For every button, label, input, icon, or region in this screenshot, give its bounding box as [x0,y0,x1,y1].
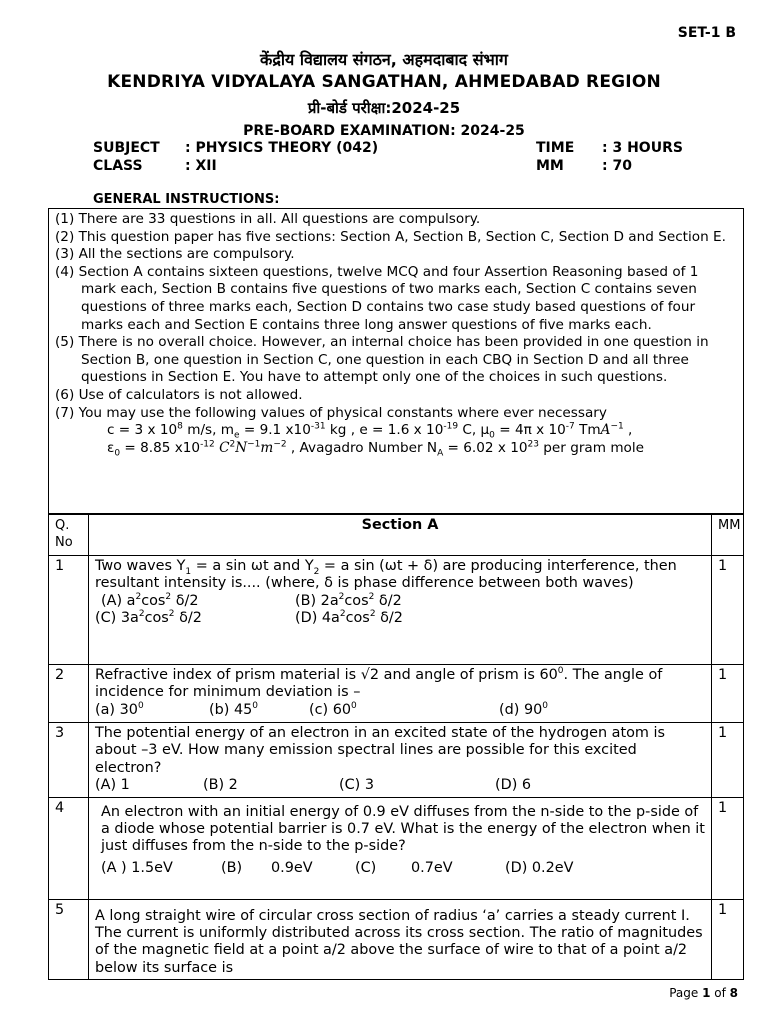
instruction-item: (4) Section A contains sixteen questions, twelve MCQ and four Assertion Reasoning based of 1 mark each, Section B contains five questions of two marks each, Section C contains seven questions of three marks each, Section D contains two case study based questions of four marks each and Section E contains three long answer questions of five marks each. [55,263,699,333]
instructions-list [55,211,737,457]
mm-value: : 70 [602,158,632,174]
question-marks: 1 [712,556,744,665]
option-a: (A) $a^2\cos^2$ δ/2 [101,592,199,609]
table-header-row [49,515,744,556]
exam-name: PRE-BOARD EXAMINATION: 2024-25 [243,123,525,139]
instruction-item: (1) There are 33 questions in all. All questions are compulsory. [55,211,481,227]
page-number: Page 1 of 8 [669,986,738,1000]
class-label: CLASS [93,158,143,174]
time-value: : 3 HOURS [602,140,683,156]
instructions-box [48,208,744,514]
table-row [49,899,744,980]
instruction-item: (2) This question paper has five sections: Section A, Section B, Section C, Section D and Section E. [55,228,726,245]
instruction-item: (3) All the sections are compulsory. [55,246,295,263]
set-label: SET-1 B [677,25,736,41]
option-b-value: 0.9eV [271,859,313,876]
table-row [49,797,744,899]
question-number: 5 [49,899,89,980]
mm-label: MM [536,158,564,174]
col-mm-header: MM [712,515,744,556]
question-text: An electron with an initial energy of 0.9 eV diffuses from the n-side to the p-side of a diode whose potential barrier is 0.7 eV. What is the energy of the electron when it just diffuses from the n-side to the p-side? (A ) 1.5eV (B) 0.9eV (C) 0.7eV (D) 0.2eV [89,797,712,899]
exam-name-hindi: प्री-बोर्ड परीक्षा:2024-25 [307,99,461,117]
org-name: KENDRIYA VIDYALAYA SANGATHAN, AHMEDABAD REGION [107,72,661,92]
instruction-item: (5) There is no overall choice. However, an internal choice has been provided in one question in Section B, one question in Section C, one question in each CBQ in Section D and all three questions in Section E. You have to attempt only one of the choices in such questions. [55,334,709,386]
time-label: TIME [536,140,575,156]
questions-table [48,514,744,980]
option-d: (d) $90^0$ [499,701,548,718]
constants-line-2: $\varepsilon_0 = 8.85$ $x10^{-12}$ $C^2N^{-1}m^{-2}$ , Avagadro Number $N_A = 6.02$ x $10^{23}$ per gram mole [107,439,645,459]
col-qno-header: Q. No [49,515,89,556]
option-d: (D) $4a^2\cos^2$ δ/2 [295,609,403,627]
question-marks: 1 [712,899,744,980]
question-text: A long straight wire of circular cross section of radius ‘a’ carries a steady current I. The current is uniformly distributed across its cross section. The ratio of magnitudes of the magnetic field at a point a/2 above the surface of wire to that of a point a/2 below its surface is [89,899,712,980]
subject-label: SUBJECT [93,140,160,156]
option-a: (a) $30^0$ [95,701,144,718]
instructions-heading: GENERAL INSTRUCTIONS: [93,192,280,207]
option-a: (A) 1 [95,777,130,794]
table-row [49,556,744,665]
instruction-item: (6) Use of calculators is not allowed. [55,386,303,403]
question-number: 1 [49,556,89,665]
option-b: (B) [221,859,243,876]
option-c: (C) 3 [339,777,375,794]
option-d: (D) 0.2eV [505,859,574,876]
section-heading: Section A [89,515,712,556]
option-a: (A ) 1.5eV [101,859,173,876]
option-c-value: 0.7eV [411,859,453,876]
question-text: Two waves $Y_1 = a$ sin ωt and $Y_2 = a$ sin (ωt + δ) are producing interference, then resultant intensity is.... (where, δ is phase difference between both waves) (A) $a^2\cos^2$ δ/2 (B) $2a^2\cos^2$ δ/2 (C) $3a^2\cos^2$ δ/2 (D) $4a^2\cos^2$ δ/2 [89,556,712,665]
option-b: (B) 2 [203,777,238,794]
question-marks: 1 [712,723,744,798]
table-row [49,665,744,723]
question-text: The potential energy of an electron in an excited state of the hydrogen atom is about –3 eV. How many emission spectral lines are possible for this excited electron? (A) 1 (B) 2 (C) 3 (D) 6 [89,723,712,798]
question-text: Refractive index of prism material is √2 and angle of prism is $60^0$. The angle of incidence for minimum deviation is – (a) $30^0$ (b) $45^0$ (c) $60^0$ (d) $90^0$ [89,665,712,723]
question-marks: 1 [712,797,744,899]
question-number: 3 [49,723,89,798]
question-marks: 1 [712,665,744,723]
option-c: (C) [355,859,377,876]
option-b: (B) $2a^2\cos^2$ δ/2 [295,592,402,609]
question-number: 2 [49,665,89,723]
option-d: (D) 6 [495,777,532,794]
option-c: (C) $3a^2\cos^2$ δ/2 [95,609,202,627]
class-value: : XII [185,158,217,174]
option-c: (c) $60^0$ [309,701,357,718]
org-name-hindi: केंद्रीय विद्यालय संगठन, अहमदाबाद संभाग [260,50,508,69]
subject-value: : PHYSICS THEORY (042) [185,140,379,156]
option-b: (b) $45^0$ [209,701,258,718]
constants-line-1: c = 3 x $10^8$ m/s, $m_e = 9.1$ $x10^{-31}$ kg , e = 1.6 x $10^{-19}$ C, $\mu_0 = 4\pi$ x $10^{-7}$ TmA$^{-1}$ , [107,421,633,441]
question-number: 4 [49,797,89,899]
instruction-item: (7) You may use the following values of physical constants where ever necessary [55,404,607,421]
table-row [49,723,744,798]
